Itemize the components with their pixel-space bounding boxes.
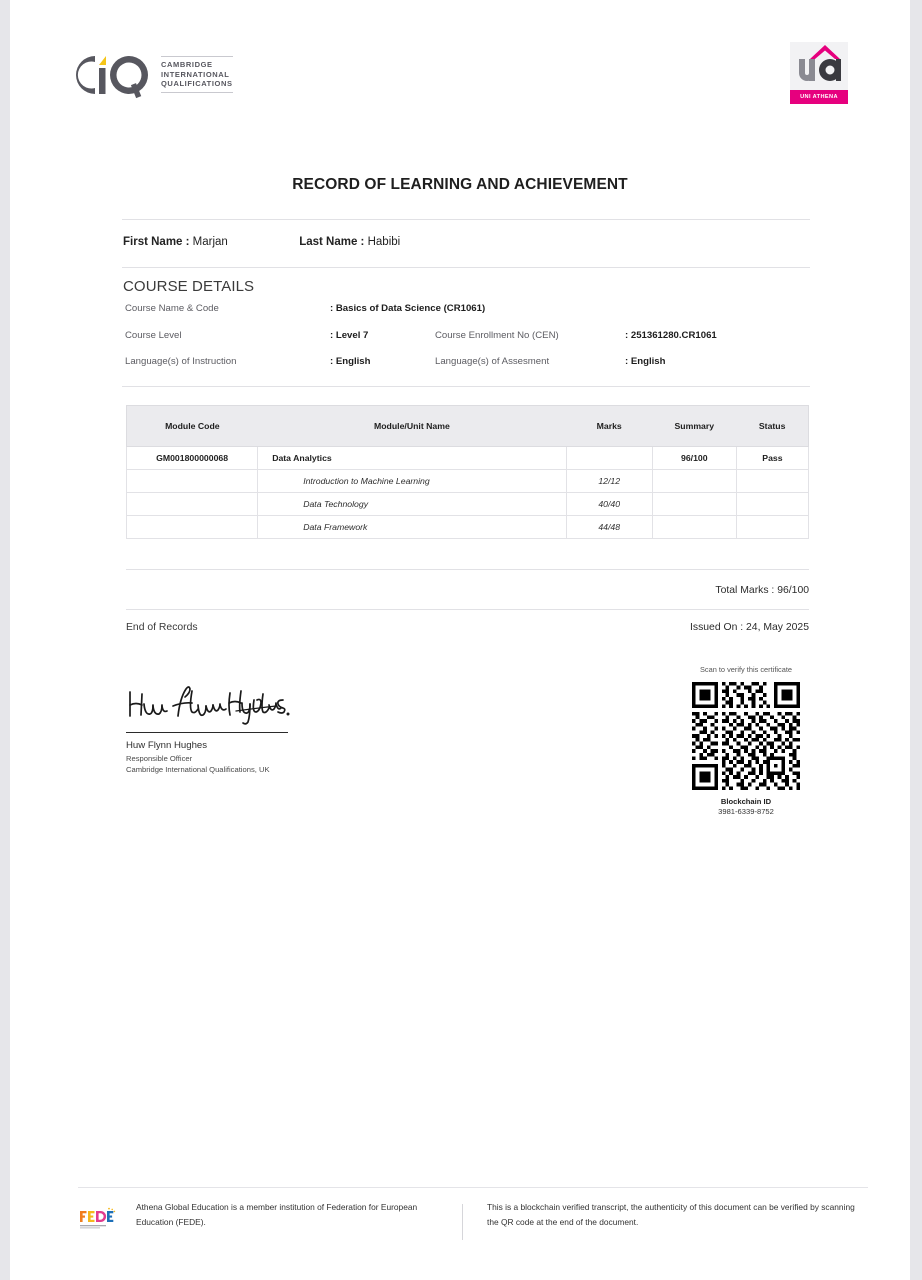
cell-module-code [127,470,258,493]
column-header-status: Status [736,406,808,447]
qr-caption: Scan to verify this certificate [699,665,792,674]
page-title: RECORD OF LEARNING AND ACHIEVEMENT [292,176,628,193]
signature-line [126,732,288,733]
cell-status [736,493,808,516]
course-details-row [125,356,815,383]
uni-athena-banner-label: UNI ATHENA [790,90,848,104]
last-name-field [299,236,400,248]
footer-divider [78,1187,868,1188]
document-header [10,0,910,130]
table-row [127,493,809,516]
cell-module-code: GM001800000068 [127,447,258,470]
cell-marks: 44/48 [566,516,652,539]
issued-on-value: 24, May 2025 [746,622,809,633]
divider-below-table [126,569,809,570]
signatory-organisation: Cambridge International Qualifications, UK [126,765,270,775]
last-name-label: Last Name : [299,236,365,248]
status-badge: Pass [736,447,808,470]
uni-athena-monogram-icon [790,42,848,86]
ciq-wordmark [161,56,233,93]
cell-summary [652,493,736,516]
fede-logo-icon [78,1206,116,1232]
ciq-line-3: QUALIFICATIONS [161,79,233,88]
column-header-summary: Summary [652,406,736,447]
certificate-page [10,0,910,1280]
first-name-value: Marjan [192,236,228,248]
results-table [126,405,809,539]
course-enrollment-value: : 251361280.CR1061 [625,329,717,341]
language-assessment-label: Language(s) of Assesment [435,356,550,367]
course-details-row [125,330,815,357]
cell-unit-name: Data Framework [258,516,566,539]
document-footer [78,1200,868,1240]
table-row [127,516,809,539]
cell-marks [566,447,652,470]
total-marks [715,585,809,596]
signatory-role: Responsible Officer [126,754,193,764]
first-name-field [123,236,296,248]
cell-summary: 96/100 [652,447,736,470]
first-name-label: First Name : [123,236,190,248]
cell-summary [652,470,736,493]
total-marks-value: 96/100 [777,585,809,596]
course-level-value: : Level 7 [330,329,369,341]
issued-on [690,622,809,633]
column-header-module-code: Module Code [127,406,258,447]
signature-block [126,678,426,774]
total-marks-label: Total Marks : [715,585,775,596]
cell-marks: 12/12 [566,470,652,493]
course-name-label: Course Name & Code [125,303,219,314]
course-details-grid [125,303,815,383]
cell-module-name: Data Analytics [258,447,566,470]
footer-left-text: Athena Global Education is a member institution of Federation for European Education (FEDE). [136,1202,418,1227]
handwritten-signature-icon [126,678,296,730]
signatory-name: Huw Flynn Hughes [126,740,208,752]
cell-unit-name: Data Technology [258,493,566,516]
language-instruction-label: Language(s) of Instruction [125,356,237,367]
student-name-row [123,236,400,248]
qr-code-icon[interactable] [692,682,800,790]
course-level-label: Course Level [125,329,182,341]
blockchain-id-value: 3981-6339-8752 [718,807,774,816]
language-assessment-value: : English [625,356,666,367]
footer-right-text: This is a blockchain verified transcript, the authenticity of this document can be verified by scanning the QR code at the end of the document. [487,1202,855,1227]
language-instruction-value: : English [330,356,371,367]
column-header-marks: Marks [566,406,652,447]
divider-below-name [122,267,810,268]
ciq-logo [65,50,233,100]
uni-athena-logo [790,42,848,104]
course-details-heading: COURSE DETAILS [123,278,255,295]
last-name-value: Habibi [367,236,401,248]
divider-above-name [122,219,810,220]
verification-block [670,665,822,816]
divider-above-table [122,386,810,387]
cell-status [736,516,808,539]
end-of-records-label: End of Records [126,622,198,633]
table-row [127,447,809,470]
cell-unit-name: Introduction to Machine Learning [258,470,566,493]
column-header-module-name: Module/Unit Name [258,406,566,447]
table-row [127,470,809,493]
course-details-row [125,303,815,330]
cell-module-code [127,516,258,539]
course-enrollment-label: Course Enrollment No (CEN) [435,329,559,341]
cell-status [736,470,808,493]
ciq-line-2: INTERNATIONAL [161,69,230,79]
divider-above-end-of-records [126,609,809,610]
course-name-value: : Basics of Data Science (CR1061) [330,303,486,314]
issued-on-label: Issued On : [690,622,744,633]
cell-marks: 40/40 [566,493,652,516]
table-header-row [127,406,809,447]
footer-separator [462,1204,463,1240]
cell-summary [652,516,736,539]
cell-module-code [127,493,258,516]
ciq-line-1: CAMBRIDGE [161,60,213,69]
blockchain-id-label: Blockchain ID [720,797,772,806]
ciq-monogram-icon [65,50,153,100]
